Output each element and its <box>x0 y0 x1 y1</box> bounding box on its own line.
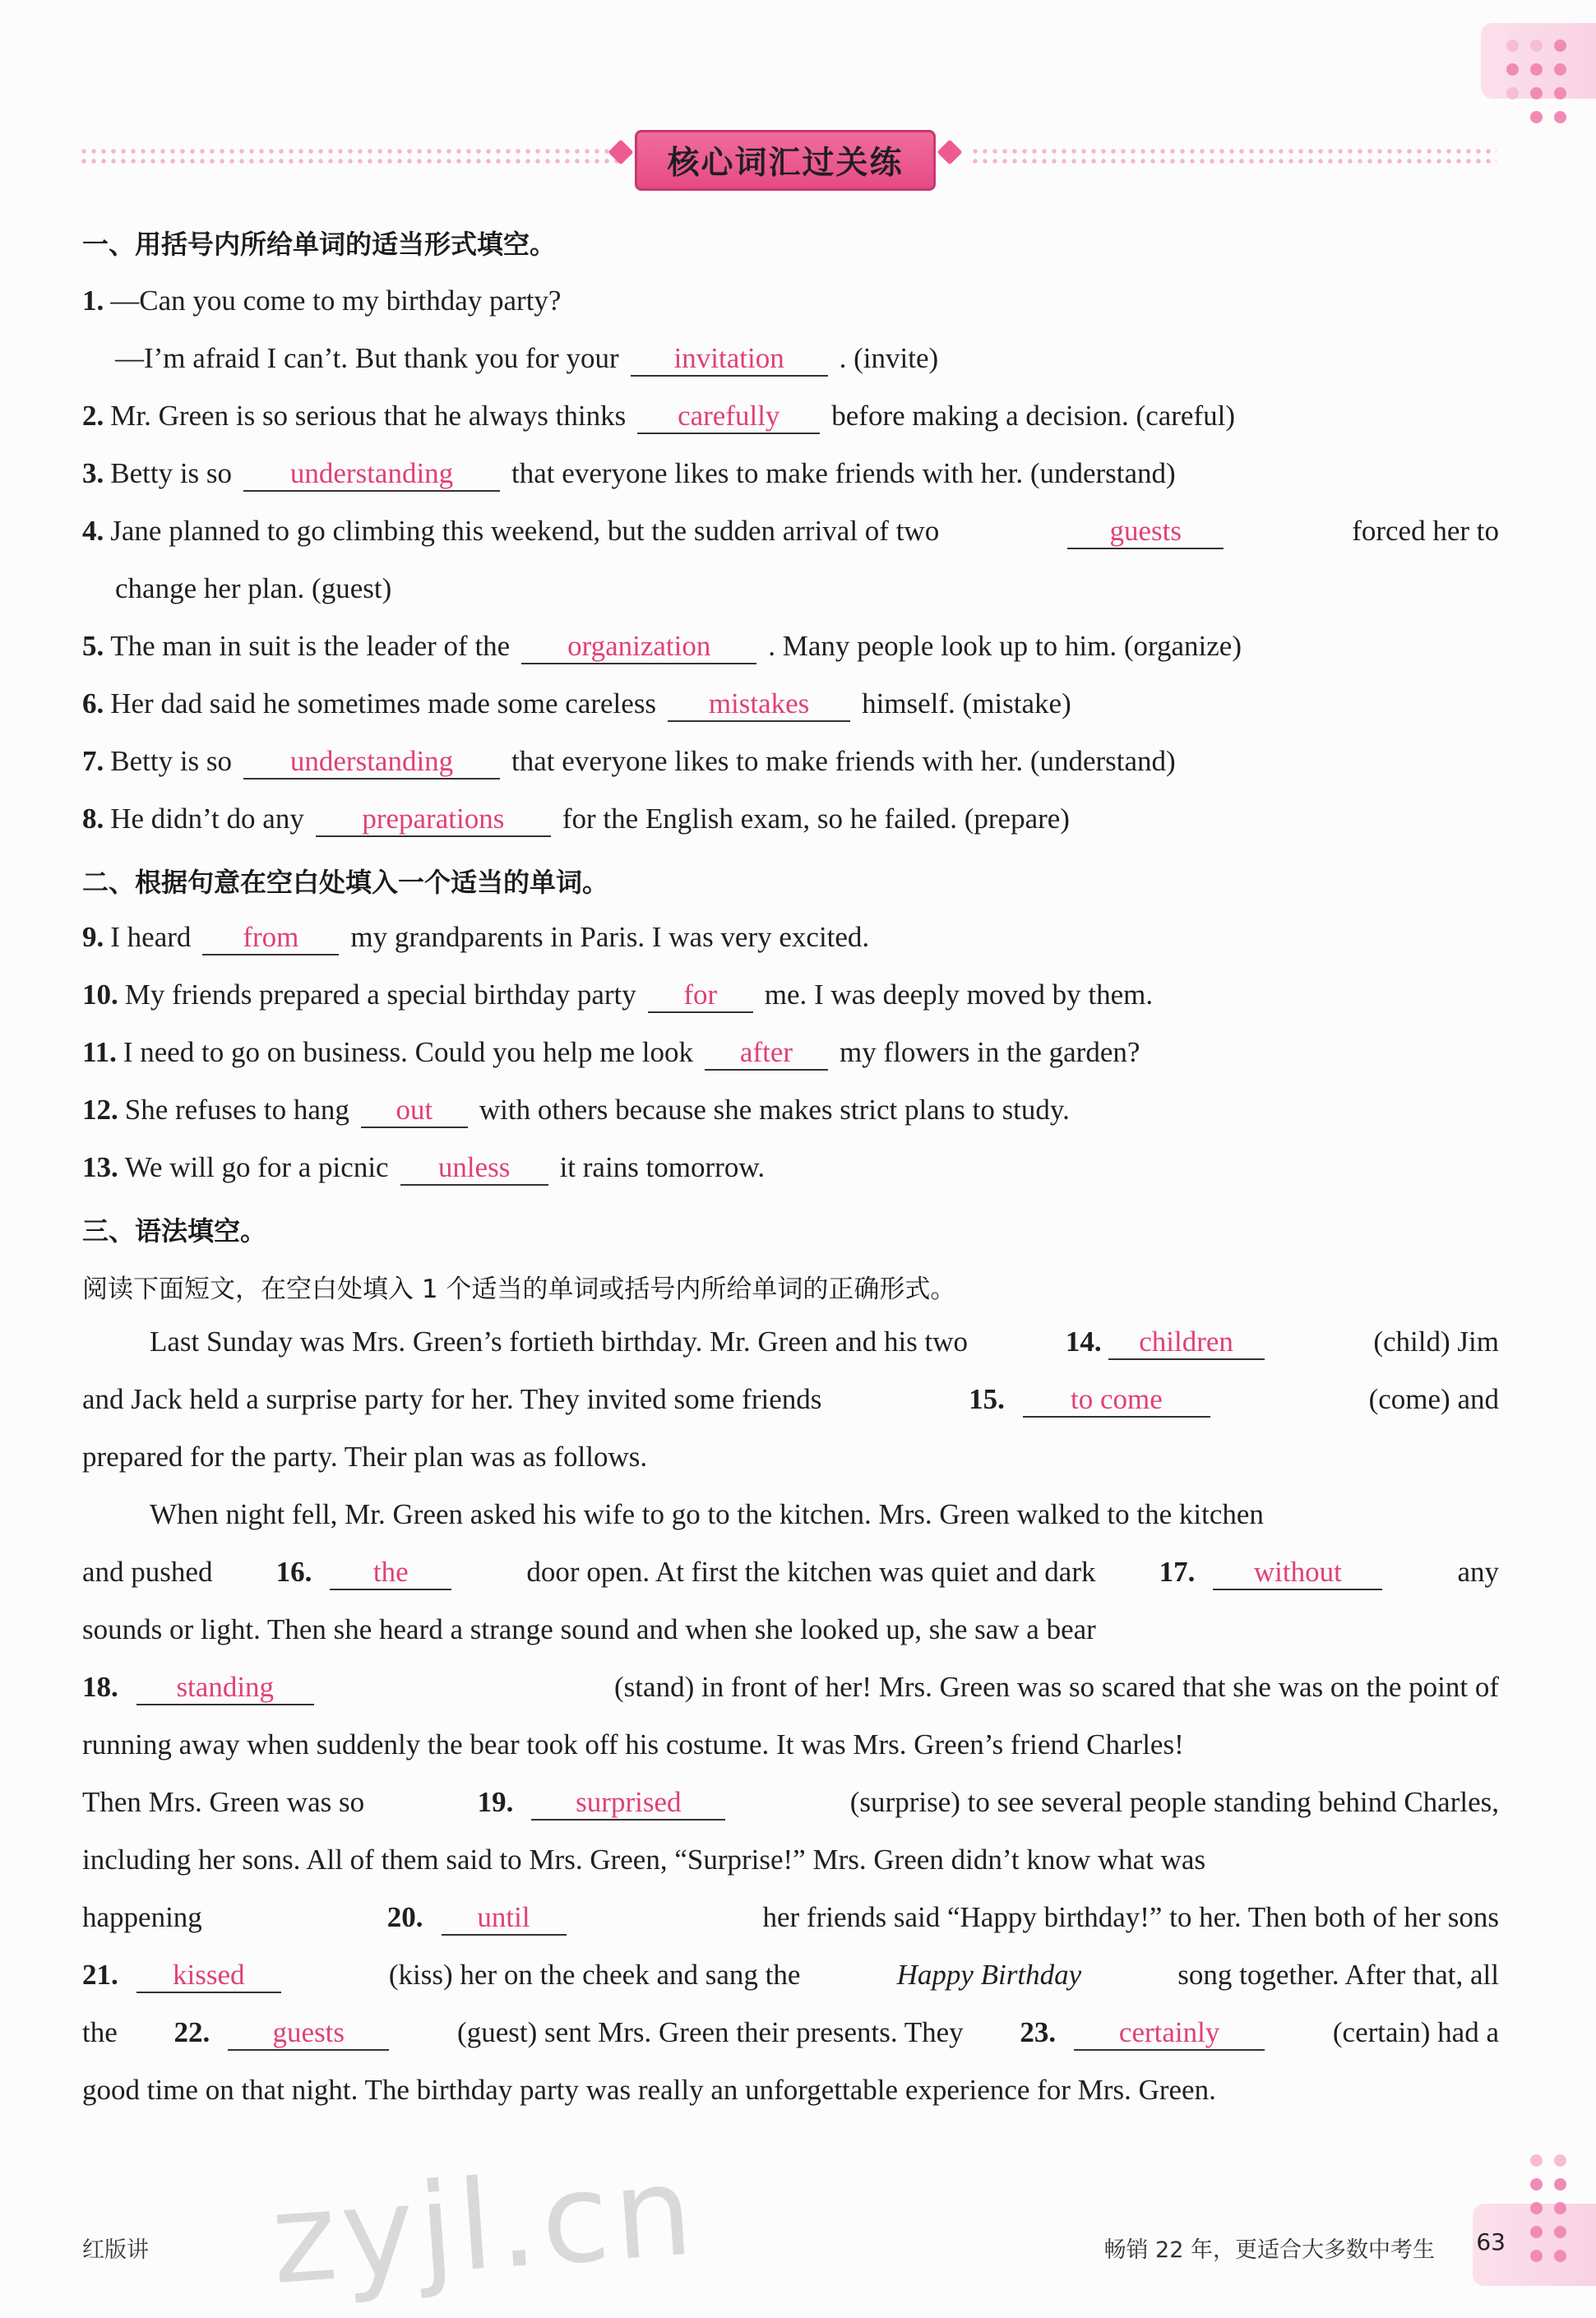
passage-line-4: When night fell, Mr. Green asked his wife to go to the kitchen. Mrs. Green walked to the kitchen <box>150 1498 1264 1530</box>
passage-line-9: Then Mrs. Green was so 19. surprised (surprise) to see several people standing behind Charles, <box>82 1783 1499 1822</box>
page-number: 63 <box>1476 2228 1506 2256</box>
blank-18[interactable]: standing <box>136 1671 314 1705</box>
part3-instruction: 阅读下面短文，在空白处填入 1 个适当的单词或括号内所给单词的正确形式。 <box>82 1275 956 1304</box>
blank-14[interactable]: children <box>1108 1326 1265 1360</box>
q5-answer[interactable]: organization <box>521 630 756 664</box>
part1-heading: 一、用括号内所给单词的适当形式填空。 <box>82 229 557 260</box>
footer-brand: 红版讲 <box>82 2237 149 2263</box>
passage-line-5: and pushed 16. the door open. At first the kitchen was quiet and dark 17. without any <box>82 1552 1499 1592</box>
blank-21[interactable]: kissed <box>136 1959 281 1993</box>
passage-line-2: and Jack held a surprise party for her. They invited some friends 15. to come (come) and <box>82 1380 1499 1419</box>
q3-line: 3. Betty is so understanding that everyone likes to make friends with her. (understand) <box>82 454 1499 493</box>
dot-grid-top <box>1506 39 1566 123</box>
passage-line-14: good time on that night. The birthday party was really an unforgettable experience for Mrs. Green. <box>82 2074 1216 2106</box>
q3-answer[interactable]: understanding <box>243 457 500 492</box>
blank-17[interactable]: without <box>1213 1556 1382 1590</box>
song-title: Happy Birthday <box>896 1959 1082 1991</box>
q10-line: 10. My friends prepared a special birthday party for me. I was deeply moved by them. <box>82 975 1499 1015</box>
q1-line-b: —I’m afraid I can’t. But thank you for your invitation . (invite) <box>115 339 1499 378</box>
passage-line-1: Last Sunday was Mrs. Green’s fortieth birthday. Mr. Green and his two 14. children (child) Jim <box>150 1322 1499 1362</box>
q9-line: 9. I heard from my grandparents in Paris. I was very excited. <box>82 918 1499 957</box>
q2-line: 2. Mr. Green is so serious that he always thinks carefully before making a decision. (careful) <box>82 396 1499 436</box>
q5-line: 5. The man in suit is the leader of the organization . Many people look up to him. (organize) <box>82 627 1499 666</box>
q7-answer[interactable]: understanding <box>243 745 500 780</box>
q4-answer[interactable]: guests <box>1067 515 1224 549</box>
q11-answer[interactable]: after <box>705 1036 828 1071</box>
section-title-badge: 核心词汇过关练 <box>635 130 936 191</box>
blank-15[interactable]: to come <box>1023 1383 1210 1418</box>
q11-line: 11. I need to go on business. Could you help me look after my flowers in the garden? <box>82 1033 1499 1072</box>
q2-answer[interactable]: carefully <box>637 400 820 434</box>
header-band-left <box>79 146 618 166</box>
diamond-icon-right <box>937 139 962 164</box>
watermark: zyjl.cn <box>266 2140 702 2312</box>
q8-line: 8. He didn’t do any preparations for the English exam, so he failed. (prepare) <box>82 799 1499 839</box>
q4-line-cont: change her plan. (guest) <box>115 572 392 604</box>
q4-line: 4. Jane planned to go climbing this weekend, but the sudden arrival of two guests forced her to <box>82 511 1499 551</box>
blank-16[interactable]: the <box>330 1556 451 1590</box>
q10-answer[interactable]: for <box>648 979 753 1013</box>
passage-line-11: happening 20. until her friends said “Happy birthday!” to her. Then both of her sons <box>82 1898 1499 1937</box>
passage-line-3: prepared for the party. Their plan was as follows. <box>82 1441 648 1473</box>
q12-answer[interactable]: out <box>361 1094 468 1128</box>
footer-slogan: 畅销 22 年，更适合大多数中考生 <box>1103 2237 1435 2263</box>
q1-answer[interactable]: invitation <box>631 342 828 377</box>
blank-23[interactable]: certainly <box>1074 2016 1265 2051</box>
blank-20[interactable]: until <box>442 1901 567 1936</box>
q6-answer[interactable]: mistakes <box>668 687 850 722</box>
blank-19[interactable]: surprised <box>531 1786 725 1821</box>
passage-line-6: sounds or light. Then she heard a strange sound and when she looked up, she saw a bear <box>82 1613 1096 1645</box>
dot-grid-bottom <box>1530 2154 1566 2262</box>
part3-heading: 三、语法填空。 <box>82 1215 267 1247</box>
q7-line: 7. Betty is so understanding that everyone likes to make friends with her. (understand) <box>82 742 1499 781</box>
passage-line-13: the 22. guests (guest) sent Mrs. Green their presents. They 23. certainly (certain) had a <box>82 2013 1499 2052</box>
q13-line: 13. We will go for a picnic unless it rains tomorrow. <box>82 1148 1499 1187</box>
passage-line-7: 18. standing (stand) in front of her! Mrs. Green was so scared that she was on the point of <box>82 1668 1499 1707</box>
q6-line: 6. Her dad said he sometimes made some careless mistakes himself. (mistake) <box>82 684 1499 724</box>
part2-heading: 二、根据句意在空白处填入一个适当的单词。 <box>82 867 609 898</box>
q13-answer[interactable]: unless <box>400 1151 548 1186</box>
passage-line-8: running away when suddenly the bear took off his costume. It was Mrs. Green’s friend Charles! <box>82 1728 1184 1760</box>
q8-answer[interactable]: preparations <box>316 803 551 837</box>
passage-line-12: 21. kissed (kiss) her on the cheek and sang the Happy Birthday song together. After that, all <box>82 1955 1499 1995</box>
header-band-right <box>970 146 1497 166</box>
q1-line-a: 1. —Can you come to my birthday party? <box>82 285 562 317</box>
q9-answer[interactable]: from <box>202 921 339 955</box>
blank-22[interactable]: guests <box>228 2016 389 2051</box>
passage-line-10: including her sons. All of them said to Mrs. Green, “Surprise!” Mrs. Green didn’t know what was <box>82 1844 1206 1876</box>
q12-line: 12. She refuses to hang out with others because she makes strict plans to study. <box>82 1090 1499 1130</box>
